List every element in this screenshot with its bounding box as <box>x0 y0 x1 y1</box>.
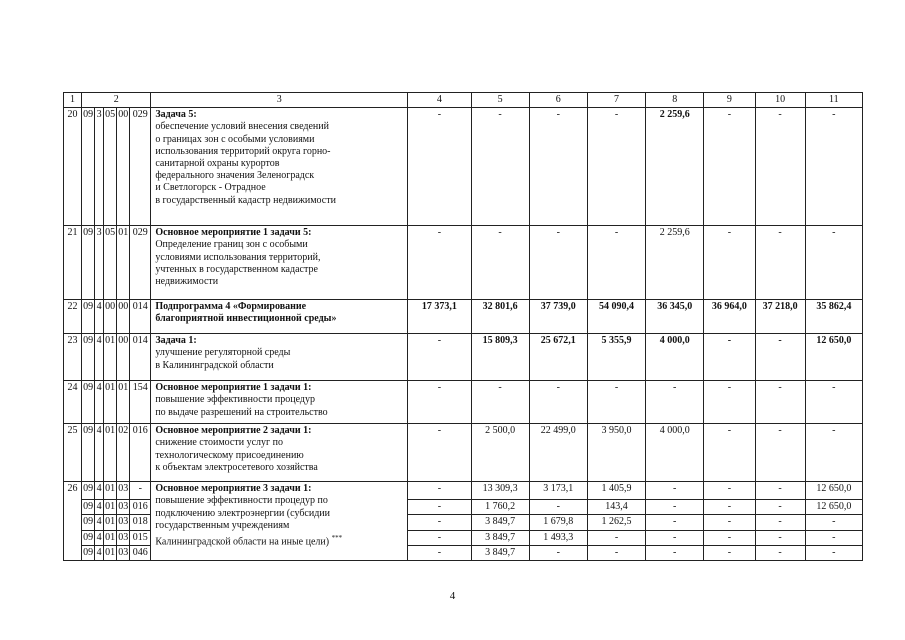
header-cell-2: 2 <box>82 93 151 108</box>
value-cell: 1 760,2 <box>471 500 529 515</box>
value-cell: - <box>529 108 587 226</box>
value-cell: - <box>587 226 645 300</box>
code-cell: 01 <box>104 482 117 500</box>
header-cell-6: 6 <box>529 93 587 108</box>
code-cell: 09 <box>82 108 95 226</box>
value-cell: - <box>646 515 704 530</box>
code-cell: 00 <box>117 334 130 381</box>
value-cell: 35 862,4 <box>805 300 862 334</box>
row-description: повышение эффективности процедур по выдаче разрешений на строительство <box>155 394 328 418</box>
value-cell: - <box>755 545 805 560</box>
row-number: 26 <box>64 482 82 561</box>
row-number: 25 <box>64 424 82 482</box>
code-cell: 016 <box>130 424 151 482</box>
code-cell: 09 <box>82 300 95 334</box>
description-cell <box>151 108 408 226</box>
value-cell: - <box>646 482 704 500</box>
value-cell: 25 672,1 <box>529 334 587 381</box>
value-cell: 4 000,0 <box>646 334 704 381</box>
code-cell: 4 <box>95 300 104 334</box>
code-cell: 01 <box>104 381 117 424</box>
code-cell: 03 <box>117 482 130 500</box>
code-cell: 09 <box>82 381 95 424</box>
value-cell: - <box>408 381 471 424</box>
value-cell: - <box>408 530 471 545</box>
code-cell: 05 <box>104 108 117 226</box>
value-cell: 4 000,0 <box>646 424 704 482</box>
code-cell: 01 <box>117 226 130 300</box>
value-cell: - <box>704 515 755 530</box>
header-cell-4: 4 <box>408 93 471 108</box>
code-cell: 4 <box>95 500 104 515</box>
value-cell: - <box>704 530 755 545</box>
code-cell: 4 <box>95 482 104 500</box>
row-description: Определение границ зон с особыми условиями использования территорий, учтенных в государственном кадастре недвижимости <box>155 239 321 288</box>
value-cell: 2 259,6 <box>646 108 704 226</box>
code-cell: 01 <box>104 334 117 381</box>
value-cell: - <box>646 500 704 515</box>
description-cell <box>151 300 408 334</box>
value-cell: 1 493,3 <box>529 530 587 545</box>
value-cell: - <box>704 381 755 424</box>
description-cell <box>151 482 408 561</box>
code-cell: 00 <box>117 108 130 226</box>
code-cell: 09 <box>82 515 95 530</box>
value-cell: - <box>755 515 805 530</box>
code-cell: 09 <box>82 482 95 500</box>
header-cell-5: 5 <box>471 93 529 108</box>
code-cell: 01 <box>104 515 117 530</box>
code-cell: 3 <box>95 226 104 300</box>
code-cell: 4 <box>95 545 104 560</box>
value-cell: - <box>471 226 529 300</box>
value-cell: 3 849,7 <box>471 545 529 560</box>
value-cell: 143,4 <box>587 500 645 515</box>
row-number: 24 <box>64 381 82 424</box>
value-cell: - <box>646 545 704 560</box>
value-cell: 37 218,0 <box>755 300 805 334</box>
value-cell: 3 173,1 <box>529 482 587 500</box>
value-cell: - <box>805 381 862 424</box>
row-description-wrap <box>155 495 403 548</box>
value-cell: 5 355,9 <box>587 334 645 381</box>
row-number: 21 <box>64 226 82 300</box>
value-cell: - <box>704 500 755 515</box>
code-cell: 016 <box>130 500 151 515</box>
code-cell: 09 <box>82 530 95 545</box>
header-cell-7: 7 <box>587 93 645 108</box>
value-cell: - <box>408 515 471 530</box>
value-cell: - <box>408 482 471 500</box>
row-description: снижение стоимости услуг по технологическому присоединению к объектам электросетевого хозяйства <box>155 437 318 473</box>
code-cell: 03 <box>117 545 130 560</box>
value-cell: - <box>755 530 805 545</box>
value-cell: - <box>805 545 862 560</box>
table-row <box>64 334 863 381</box>
header-cell-3: 3 <box>151 93 408 108</box>
budget-table <box>63 92 863 561</box>
code-cell: 4 <box>95 530 104 545</box>
code-cell: 01 <box>104 530 117 545</box>
row-title: Подпрограмма 4 «Формирование благоприятной инвестиционной среды» <box>155 301 337 325</box>
code-cell: 014 <box>130 300 151 334</box>
value-cell: - <box>704 108 755 226</box>
header-cell-8: 8 <box>646 93 704 108</box>
table-header-row <box>64 93 863 108</box>
value-cell: - <box>755 424 805 482</box>
table-row <box>64 381 863 424</box>
value-cell: - <box>529 500 587 515</box>
value-cell: 12 650,0 <box>805 334 862 381</box>
row-title: Основное мероприятие 3 задачи 1: <box>155 483 312 495</box>
value-cell: 54 090,4 <box>587 300 645 334</box>
value-cell: - <box>408 500 471 515</box>
code-cell: - <box>130 482 151 500</box>
footnote-mark: *** <box>331 534 343 543</box>
value-cell: - <box>805 515 862 530</box>
code-cell: 03 <box>117 530 130 545</box>
value-cell: - <box>587 545 645 560</box>
code-cell: 02 <box>117 424 130 482</box>
code-cell: 09 <box>82 545 95 560</box>
row-number: 23 <box>64 334 82 381</box>
value-cell: - <box>704 545 755 560</box>
code-cell: 4 <box>95 381 104 424</box>
code-cell: 154 <box>130 381 151 424</box>
value-cell: 32 801,6 <box>471 300 529 334</box>
code-cell: 3 <box>95 108 104 226</box>
value-cell: 22 499,0 <box>529 424 587 482</box>
description-cell <box>151 381 408 424</box>
value-cell: 3 849,7 <box>471 530 529 545</box>
code-cell: 018 <box>130 515 151 530</box>
code-cell: 00 <box>117 300 130 334</box>
description-cell <box>151 226 408 300</box>
code-cell: 09 <box>82 334 95 381</box>
description-cell <box>151 424 408 482</box>
value-cell: 12 650,0 <box>805 482 862 500</box>
value-cell: - <box>805 108 862 226</box>
row-title: Задача 5: <box>155 109 197 121</box>
value-cell: - <box>755 226 805 300</box>
value-cell: - <box>755 334 805 381</box>
value-cell: - <box>704 226 755 300</box>
row-title: Задача 1: <box>155 335 197 347</box>
code-cell: 029 <box>130 226 151 300</box>
table-subrow <box>64 482 863 500</box>
code-cell: 09 <box>82 424 95 482</box>
row-number: 22 <box>64 300 82 334</box>
row-title: Основное мероприятие 1 задачи 5: <box>155 227 312 239</box>
value-cell: 37 739,0 <box>529 300 587 334</box>
row-description: обеспечение условий внесения сведений о границах зон с особыми условиями использования территорий округа горно- санитарной охраны курортов федерального значения Зеленоградск и Светлогорск - Отрадное в государственный кадастр недвижимости <box>155 121 336 206</box>
row-number: 20 <box>64 108 82 226</box>
value-cell: - <box>408 334 471 381</box>
value-cell: 3 950,0 <box>587 424 645 482</box>
value-cell: - <box>529 545 587 560</box>
code-cell: 029 <box>130 108 151 226</box>
code-cell: 00 <box>104 300 117 334</box>
code-cell: 4 <box>95 515 104 530</box>
value-cell: - <box>646 530 704 545</box>
table-row <box>64 108 863 226</box>
page-number: 4 <box>449 590 456 602</box>
code-cell: 05 <box>104 226 117 300</box>
value-cell: 17 373,1 <box>408 300 471 334</box>
value-cell: 36 345,0 <box>646 300 704 334</box>
value-cell: - <box>529 226 587 300</box>
code-cell: 046 <box>130 545 151 560</box>
code-cell: 09 <box>82 226 95 300</box>
value-cell: - <box>529 381 587 424</box>
table-row <box>64 424 863 482</box>
code-cell: 015 <box>130 530 151 545</box>
value-cell: - <box>408 545 471 560</box>
value-cell: - <box>646 381 704 424</box>
row-description: повышение эффективности процедур по подключению электроэнергии (субсидии государственным учреждениям Калининградской области на иные цели) <box>155 495 330 548</box>
code-cell: 01 <box>104 500 117 515</box>
code-cell: 01 <box>104 424 117 482</box>
row-description: улучшение регуляторной среды в Калининградской области <box>155 347 291 371</box>
value-cell: 15 809,3 <box>471 334 529 381</box>
value-cell: - <box>408 424 471 482</box>
value-cell: 13 309,3 <box>471 482 529 500</box>
description-cell <box>151 334 408 381</box>
value-cell: - <box>587 530 645 545</box>
header-cell-9: 9 <box>704 93 755 108</box>
value-cell: - <box>805 530 862 545</box>
value-cell: - <box>471 381 529 424</box>
value-cell: - <box>805 424 862 482</box>
code-cell: 03 <box>117 500 130 515</box>
value-cell: - <box>755 482 805 500</box>
value-cell: - <box>805 226 862 300</box>
code-cell: 03 <box>117 515 130 530</box>
row-title: Основное мероприятие 1 задачи 1: <box>155 382 312 394</box>
value-cell: 1 262,5 <box>587 515 645 530</box>
code-cell: 4 <box>95 424 104 482</box>
value-cell: 1 405,9 <box>587 482 645 500</box>
value-cell: - <box>408 108 471 226</box>
value-cell: - <box>704 424 755 482</box>
code-cell: 01 <box>117 381 130 424</box>
code-cell: 4 <box>95 334 104 381</box>
value-cell: - <box>587 381 645 424</box>
code-cell: 09 <box>82 500 95 515</box>
value-cell: 36 964,0 <box>704 300 755 334</box>
value-cell: 2 259,6 <box>646 226 704 300</box>
header-cell-11: 11 <box>805 93 862 108</box>
table-row <box>64 300 863 334</box>
code-cell: 01 <box>104 545 117 560</box>
value-cell: - <box>704 482 755 500</box>
value-cell: - <box>471 108 529 226</box>
value-cell: - <box>408 226 471 300</box>
code-cell: 014 <box>130 334 151 381</box>
value-cell: - <box>755 500 805 515</box>
value-cell: 3 849,7 <box>471 515 529 530</box>
value-cell: 2 500,0 <box>471 424 529 482</box>
value-cell: - <box>755 381 805 424</box>
row-title: Основное мероприятие 2 задачи 1: <box>155 425 312 437</box>
value-cell: - <box>755 108 805 226</box>
value-cell: - <box>704 334 755 381</box>
value-cell: - <box>587 108 645 226</box>
value-cell: 12 650,0 <box>805 500 862 515</box>
value-cell: 1 679,8 <box>529 515 587 530</box>
header-cell-10: 10 <box>755 93 805 108</box>
header-cell-1: 1 <box>64 93 82 108</box>
table-row <box>64 226 863 300</box>
